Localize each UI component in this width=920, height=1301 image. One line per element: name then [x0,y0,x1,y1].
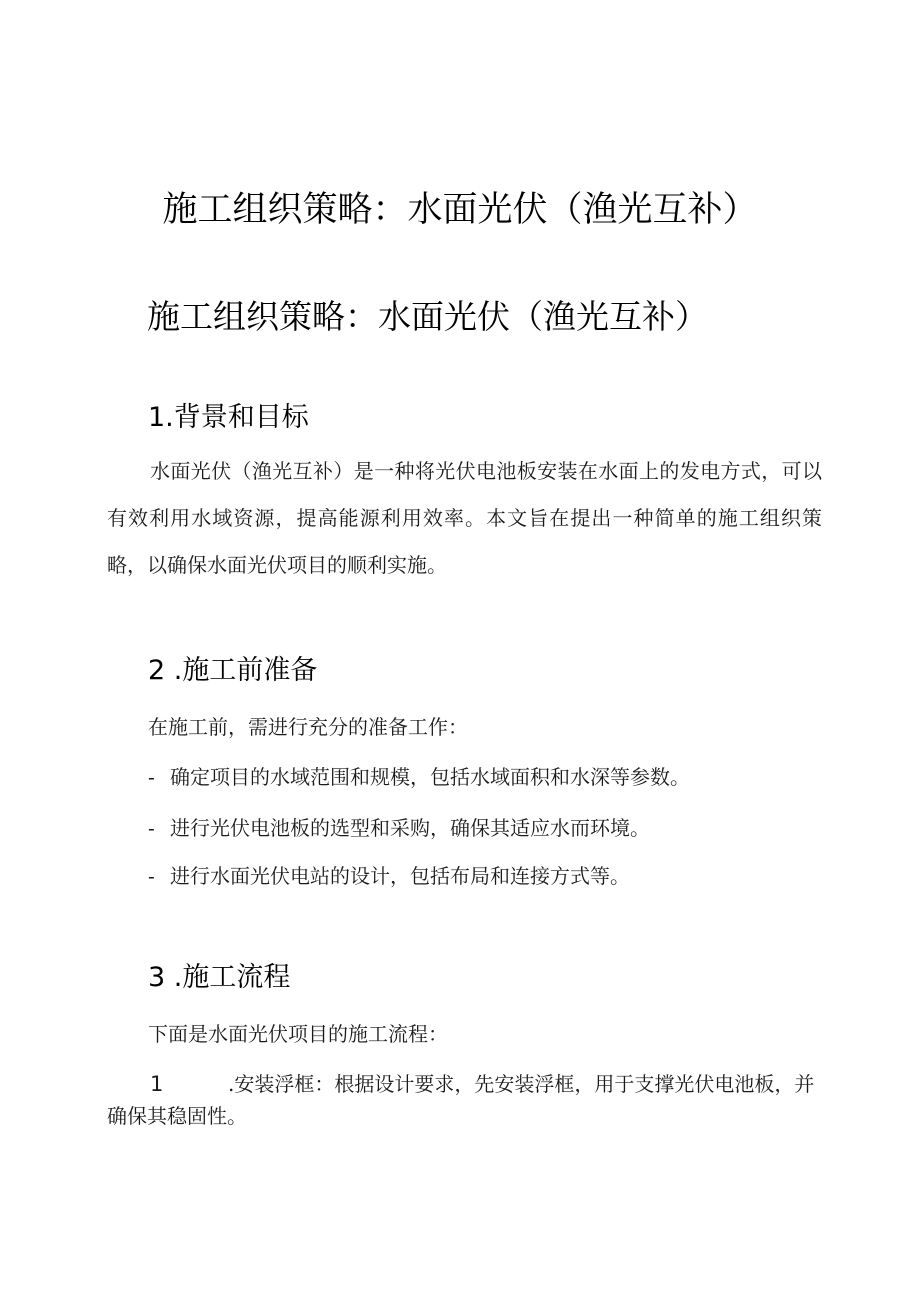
section-heading-preparation: 2 .施工前准备 [148,655,318,686]
list-item-text: 进行水面光伏电站的设计，包括布局和连接方式等。 [170,864,630,888]
list-item [148,813,650,843]
bullet-dash: - [148,765,155,789]
list-item [148,861,630,891]
section-heading-process: 3 .施工流程 [148,962,291,993]
step-number: 1 [150,1072,164,1096]
section-intro-process: 下面是水面光伏项目的施工流程： [148,1022,448,1046]
section-intro-preparation: 在施工前，需进行充分的准备工作： [148,715,468,739]
list-item [148,762,690,792]
bullet-dash: - [148,816,155,840]
bullet-dash: - [148,864,155,888]
list-item-text: 进行光伏电池板的选型和采购，确保其适应水而环境。 [170,816,650,840]
section-paragraph-background: 水面光伏（渔光互补）是一种将光伏电池板安装在水面上的发电方式，可以有效利用水域资源，提高能源利用效率。本文旨在提出一种简单的施工组织策略，以确保水面光伏项目的顺利实施。 [107,459,822,577]
list-item-text: 确定项目的水域范围和规模，包括水域面积和水深等参数。 [170,765,690,789]
section-heading-background: 1.背景和目标 [148,402,309,433]
step-text: .安装浮框：根据设计要求，先安装浮框，用于支撑光伏电池板，并确保其稳固性。 [107,1072,815,1128]
process-step [107,1068,822,1132]
document-title: 施工组织策略：水面光伏（渔光互补） [162,190,758,230]
document-subtitle: 施工组织策略：水面光伏（渔光互补） [147,297,708,336]
